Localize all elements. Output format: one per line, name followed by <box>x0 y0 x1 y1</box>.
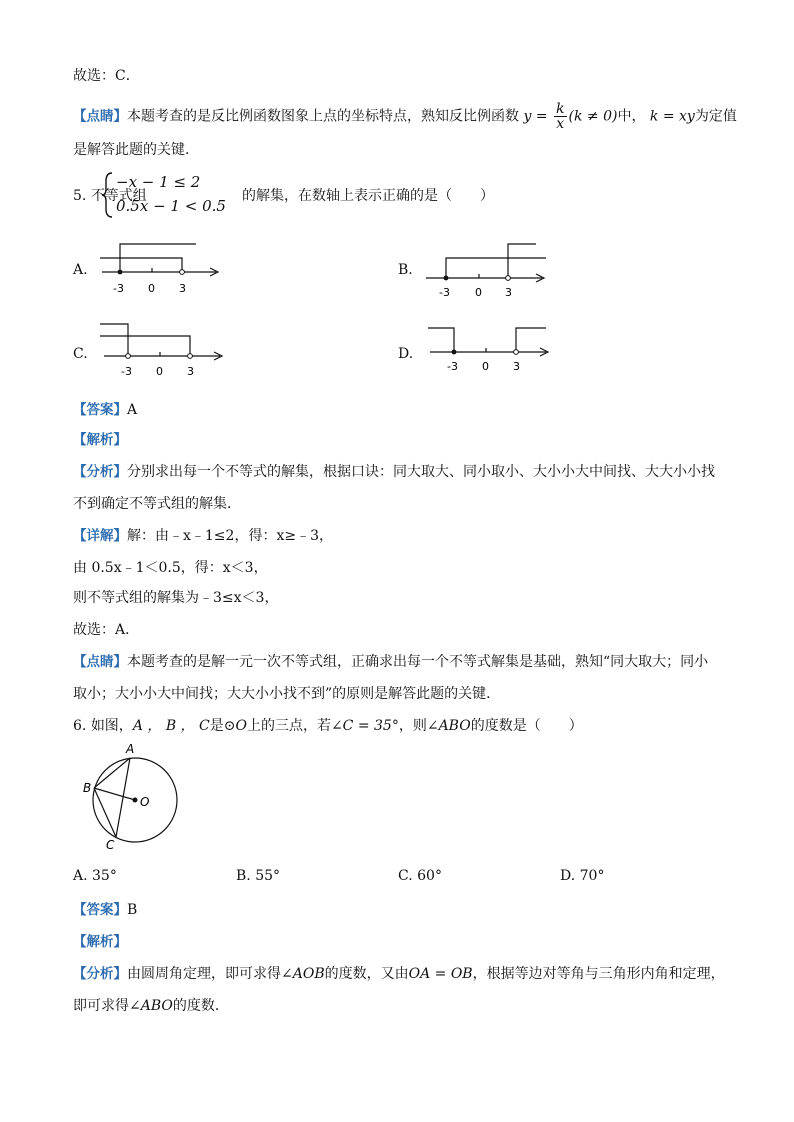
formula-y: y <box>523 108 532 125</box>
formula-condition: (k ≠ 0) <box>568 108 618 125</box>
text-line: 是解答此题的关键． <box>73 142 199 158</box>
text-line: 故选：C． <box>73 68 140 84</box>
option-label: B. <box>398 262 413 278</box>
tick-label: 3 <box>179 282 186 295</box>
tick-label: 3 <box>505 286 512 298</box>
option-label: D. <box>398 346 414 362</box>
tick-label: -3 <box>121 365 132 378</box>
tip-line <box>73 102 737 131</box>
inequality-2: 0.5x − 1 < 0.5 <box>116 197 226 215</box>
q5-stem: 5. 不等式组 <box>73 188 147 204</box>
answer-value: B <box>127 902 138 918</box>
tip-line: 取小；大小小大中间找；大大小小找不到”的原则是解答此题的关键． <box>73 686 501 702</box>
tip-tag: 【点睛】 <box>73 108 127 125</box>
tick-label: 3 <box>513 360 520 373</box>
analysis-heading: 【解析】 <box>73 432 127 448</box>
tick-label: 3 <box>187 365 194 378</box>
tick-label: 0 <box>148 282 155 295</box>
number-line-c <box>100 320 230 382</box>
formula-eq: = <box>531 108 553 125</box>
brace-icon <box>100 171 116 219</box>
detail-line: 【详解】解：由﹣x﹣1≤2，得：x≥﹣3， <box>73 528 333 544</box>
tick-label: 0 <box>156 365 163 378</box>
analysis-heading: 【解析】 <box>73 934 127 950</box>
analysis-line: 【分析】分别求出每一个不等式的解集，根据口诀：同大取大、同小取小、大小小大中间找、大大小小找 <box>73 464 715 480</box>
tick-label: -3 <box>447 360 458 373</box>
tick-label: 0 <box>475 286 482 298</box>
option-a: A. 35° <box>73 868 117 884</box>
tip-text: 本题考查的是反比例函数图象上点的坐标特点，熟知反比例函数 <box>127 108 519 125</box>
point-label-a: A <box>126 742 135 756</box>
q6-stem: 6. 如图，A ， B ， C是⊙O上的三点，若∠C = 35°，则∠ABO的度数是（ ） <box>73 718 583 734</box>
analysis-line: 不到确定不等式组的解集． <box>73 496 241 512</box>
tick-label: -3 <box>439 286 450 298</box>
analysis-line: 【分析】由圆周角定理，即可求得∠AOB的度数，又由OA = OB，根据等边对等角与三角形内角和定理， <box>73 966 725 982</box>
number-line-b <box>424 236 554 298</box>
answer-line: 【答案】B <box>73 902 138 918</box>
tick-label: -3 <box>113 282 124 295</box>
analysis-line: 即可求得∠ABO的度数． <box>73 998 229 1014</box>
number-line-a <box>100 236 230 298</box>
detail-line: 故选：A． <box>73 622 140 638</box>
detail-line: 则不等式组的解集为﹣3≤x＜3， <box>73 590 279 606</box>
detail-line: 由 0.5x﹣1＜0.5，得：x＜3， <box>73 560 268 576</box>
point-label-c: C <box>106 838 115 850</box>
option-b: B. 55° <box>236 868 281 884</box>
answer-value: A <box>127 402 138 418</box>
circle-figure <box>80 738 190 850</box>
option-c: C. 60° <box>398 868 442 884</box>
tip-text: 中， <box>617 108 646 125</box>
number-line-d <box>428 320 558 382</box>
option-label: C. <box>73 346 88 362</box>
option-d: D. 70° <box>560 868 605 884</box>
formula-fraction: $\frac{k}{x}$ <box>556 101 565 132</box>
tip-text: 为定值 <box>694 108 737 125</box>
option-label: A. <box>73 262 88 278</box>
answer-line: 【答案】A <box>73 402 138 418</box>
q5-stem-suffix: 的解集，在数轴上表示正确的是（ ） <box>242 188 494 204</box>
point-label-b: B <box>83 781 92 795</box>
inequality-1: −x − 1 ≤ 2 <box>116 173 201 191</box>
formula-kxy: k = xy <box>649 108 695 125</box>
tick-label: 0 <box>482 360 489 373</box>
tip-line: 【点睛】本题考查的是解一元一次不等式组，正确求出每一个不等式解集是基础，熟知“同大取大；同小 <box>73 654 709 670</box>
point-label-o: O <box>140 795 150 809</box>
